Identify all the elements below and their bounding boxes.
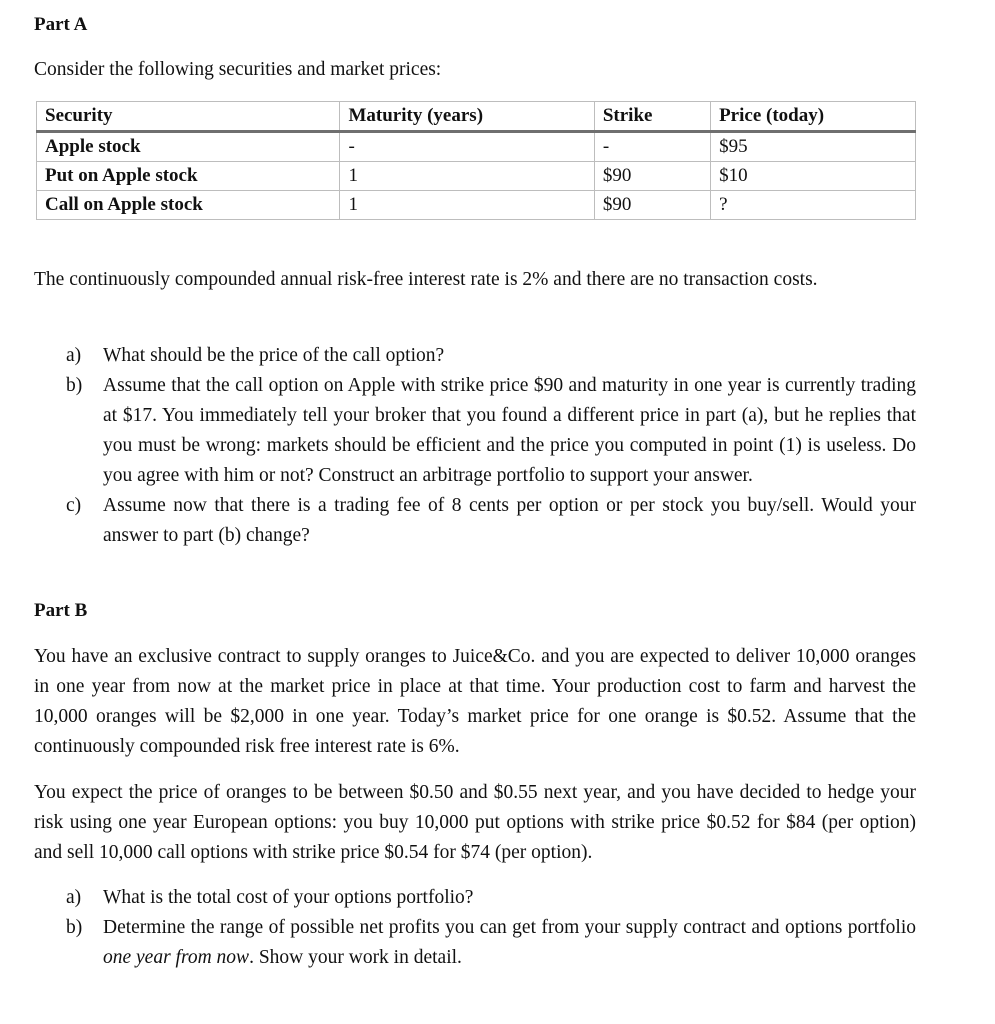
question-text-start: Determine the range of possible net profits you can get from your supply contract and options portfolio (103, 917, 916, 938)
header-maturity: Maturity (years) (340, 102, 594, 132)
cell-strike: $90 (594, 162, 710, 191)
table-header-row (37, 102, 916, 132)
question-text: What is the total cost of your options portfolio? (103, 887, 474, 908)
cell-price: $10 (711, 162, 916, 191)
cell-strike: $90 (594, 191, 710, 220)
securities-table (36, 101, 916, 220)
cell-security: Put on Apple stock (37, 162, 340, 191)
question-a (66, 883, 916, 913)
question-text: What should be the price of the call option? (103, 345, 445, 366)
part-b-heading: Part B (34, 600, 88, 621)
header-strike: Strike (594, 102, 710, 132)
part-b-paragraph-2: You expect the price of oranges to be between $0.50 and $0.55 next year, and you have decided to hedge your risk using one year European options: you buy 10,000 put options with strike price $0.52 for $84 (per option) and sell 10,000 call options with strike price $0.54 for $74 (per option). (34, 782, 916, 863)
header-price: Price (today) (711, 102, 916, 132)
question-text: Assume now that there is a trading fee of 8 cents per option or per stock you buy/sell. Would your answer to part (b) change? (103, 495, 916, 546)
cell-security: Call on Apple stock (37, 191, 340, 220)
question-a (66, 341, 916, 371)
question-marker: a) (66, 345, 82, 366)
question-marker: b) (66, 375, 83, 396)
part-a-question-list (66, 341, 916, 551)
table-row (37, 162, 916, 191)
header-security: Security (37, 102, 340, 132)
table-row (37, 191, 916, 220)
cell-maturity: 1 (340, 162, 594, 191)
part-b-question-list (66, 883, 916, 973)
question-marker: c) (66, 495, 82, 516)
question-c (66, 491, 916, 551)
cell-security: Apple stock (37, 132, 340, 162)
question-text-end: . Show your work in detail. (249, 947, 462, 968)
part-a-intro: Consider the following securities and market prices: (34, 59, 442, 80)
rate-paragraph: The continuously compounded annual risk-free interest rate is 2% and there are no transaction costs. (34, 269, 818, 290)
question-b (66, 371, 916, 491)
cell-strike: - (594, 132, 710, 162)
question-b (66, 913, 916, 973)
cell-price: $95 (711, 132, 916, 162)
cell-price: ? (711, 191, 916, 220)
question-marker: a) (66, 887, 82, 908)
cell-maturity: 1 (340, 191, 594, 220)
part-b-paragraph-1: You have an exclusive contract to supply oranges to Juice&Co. and you are expected to deliver 10,000 oranges in one year from now at the market price in place at that time. Your production cost to farm and harvest the 10,000 oranges will be $2,000 in one year. Today’s market price for one orange is $0.52. Assume that the continuously compounded risk free interest rate is 6%. (34, 646, 916, 757)
question-text-emphasis: one year from now (103, 947, 250, 968)
table-row (37, 132, 916, 162)
question-marker: b) (66, 917, 83, 938)
part-a-heading: Part A (34, 14, 88, 35)
question-text: Assume that the call option on Apple with strike price $90 and maturity in one year is currently trading at $17. You immediately tell your broker that you found a different price in part (a), but he replies that you must be wrong: markets should be efficient and the price you computed in point (1) is useless. Do you agree with him or not? Construct an arbitrage portfolio to support your answer. (103, 375, 916, 486)
cell-maturity: - (340, 132, 594, 162)
